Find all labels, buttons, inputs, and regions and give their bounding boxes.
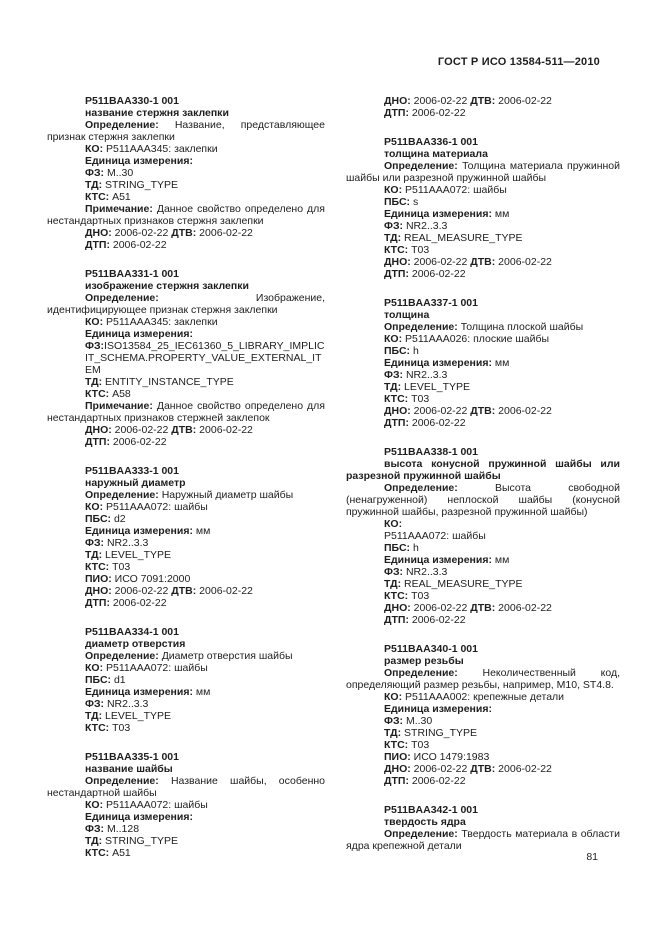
field-line: ТД: ENTITY_INSTANCE_TYPE xyxy=(85,376,234,388)
text-columns xyxy=(47,95,620,859)
field-line: КТС: A58 xyxy=(85,388,131,400)
field-line: Примечание: Данное свойство определено для нестандартных признаков стержней заклепок xyxy=(47,400,325,424)
field-line: ФЗ:ISO13584_25_IEC61360_5_LIBRARY_IMPLICIT_SCHEMA.PROPERTY_VALUE_EXTERNAL_ITEM xyxy=(85,340,325,376)
field-line: ТД: REAL_MEASURE_TYPE xyxy=(384,578,523,590)
property-block xyxy=(47,465,325,609)
field-line: КТС: A51 xyxy=(85,847,131,859)
field-line: ДТП: 2006-02-22 xyxy=(384,614,466,626)
field-line: ТД: STRING_TYPE xyxy=(85,835,178,847)
field-line: Определение: Изображение, идентифицирующее признак стержня заклепки xyxy=(47,292,325,316)
field-line: КТС: A51 xyxy=(85,191,131,203)
field-line: Единица измерения: мм xyxy=(384,208,510,220)
field-line: ФЗ: NR2..3.3 xyxy=(384,369,448,381)
field-line: ДНО: 2006-02-22 ДТВ: 2006-02-22 xyxy=(384,95,552,107)
field-line: ПИО: ИСО 7091:2000 xyxy=(85,573,191,585)
field-line: Единица измерения: xyxy=(85,811,193,823)
property-code: P511BAA334-1 001 xyxy=(85,626,179,638)
field-line: КО: P511AAA345: заклепки xyxy=(85,143,218,155)
field-line: ДТП: 2006-02-22 xyxy=(384,417,466,429)
field-line: Единица измерения: xyxy=(85,155,193,167)
field-line: Определение: Твердость материала в области ядра крепежной детали xyxy=(346,828,620,852)
property-block xyxy=(47,751,325,859)
property-block xyxy=(47,95,325,251)
field-line: Единица измерения: xyxy=(384,703,492,715)
field-line: Определение: Наружный диаметр шайбы xyxy=(85,489,294,501)
field-line: Единица измерения: мм xyxy=(384,554,510,566)
column-right xyxy=(346,95,620,859)
field-line: КТС: T03 xyxy=(384,244,430,256)
field-line: КТС: T03 xyxy=(384,590,430,602)
property-code: P511BAA331-1 001 xyxy=(85,268,179,280)
field-line: КТС: T03 xyxy=(85,722,131,734)
field-line: ФЗ: NR2..3.3 xyxy=(384,566,448,578)
field-line: Примечание: Данное свойство определено для нестандартных признаков стержня заклепки xyxy=(47,203,325,227)
field-line: ДНО: 2006-02-22 ДТВ: 2006-02-22 xyxy=(85,227,253,239)
column-left xyxy=(47,95,325,859)
field-line: ДНО: 2006-02-22 ДТВ: 2006-02-22 xyxy=(85,585,253,597)
field-line: КО: P511AAA026: плоские шайбы xyxy=(384,333,550,345)
property-title: размер резьбы xyxy=(384,655,464,667)
field-line: ФЗ: NR2..3.3 xyxy=(85,698,149,710)
field-line: ПБС: d1 xyxy=(85,674,126,686)
field-line: КО: P511AAA345: заклепки xyxy=(85,316,218,328)
property-title: наружный диаметр xyxy=(85,477,186,489)
property-title: диаметр отверстия xyxy=(85,638,186,650)
field-line: Определение: Название, представляющее признак стержня заклепки xyxy=(47,119,325,143)
property-code: P511BAA336-1 001 xyxy=(384,136,478,148)
field-line: ПБС: h xyxy=(384,542,419,554)
page-number: 81 xyxy=(586,851,598,863)
property-title: высота конусной пружинной шайбы или разрезной пружинной шайбы xyxy=(346,458,620,482)
property-code: P511BAA340-1 001 xyxy=(384,643,478,655)
field-line: ДНО: 2006-02-22 ДТВ: 2006-02-22 xyxy=(85,424,253,436)
document-title-header: ГОСТ Р ИСО 13584-511—2010 xyxy=(437,56,600,68)
field-line: ТД: LEVEL_TYPE xyxy=(384,381,471,393)
field-line: ДТП: 2006-02-22 xyxy=(85,436,167,448)
field-line: КО: P511AAA072: шайбы xyxy=(85,501,208,513)
field-line: Единица измерения: мм xyxy=(85,525,211,537)
field-line: ПБС: s xyxy=(384,196,419,208)
field-line: ФЗ: M..30 xyxy=(85,167,134,179)
property-block xyxy=(47,626,325,734)
field-line: КТС: T03 xyxy=(85,561,131,573)
property-block xyxy=(346,804,620,852)
field-line: ДТП: 2006-02-22 xyxy=(85,597,167,609)
property-title: изображение стержня заклепки xyxy=(85,280,249,292)
field-line: ФЗ: NR2..3.3 xyxy=(384,220,448,232)
field-line: ДТП: 2006-02-22 xyxy=(384,775,466,787)
field-line: ДНО: 2006-02-22 ДТВ: 2006-02-22 xyxy=(384,602,552,614)
property-block xyxy=(47,268,325,448)
field-line: ФЗ: NR2..3.3 xyxy=(85,537,149,549)
field-line: КО: P511AAA002: крепежные детали xyxy=(384,691,565,703)
field-line: P511AAA072: шайбы xyxy=(384,530,486,542)
field-line: Единица измерения: xyxy=(85,328,193,340)
field-line: Единица измерения: мм xyxy=(85,686,211,698)
field-line: КО: P511AAA072: шайбы xyxy=(85,799,208,811)
field-line: Определение: Неколичественный код, определяющий размер резьбы, например, M10, ST4.8. xyxy=(346,667,620,691)
field-line: ДТП: 2006-02-22 xyxy=(384,107,466,119)
field-line: ДНО: 2006-02-22 ДТВ: 2006-02-22 xyxy=(384,405,552,417)
field-line: КО: xyxy=(384,518,403,530)
field-line: ФЗ: M..128 xyxy=(85,823,140,835)
field-line: ТД: STRING_TYPE xyxy=(384,727,477,739)
property-title: название шайбы xyxy=(85,763,173,775)
field-line: Единица измерения: мм xyxy=(384,357,510,369)
property-title: твердость ядра xyxy=(384,816,466,828)
field-line: ТД: STRING_TYPE xyxy=(85,179,178,191)
field-line: ПИО: ИСО 1479:1983 xyxy=(384,751,490,763)
field-line: ДТП: 2006-02-22 xyxy=(85,239,167,251)
field-line: ДТП: 2006-02-22 xyxy=(384,268,466,280)
property-code: P511BAA337-1 001 xyxy=(384,297,478,309)
property-block xyxy=(346,643,620,787)
field-line: КО: P511AAA072: шайбы xyxy=(85,662,208,674)
field-line: Определение: Толщина материала пружинной шайбы или разрезной пружинной шайбы xyxy=(346,160,620,184)
field-line: КО: P511AAA072: шайбы xyxy=(384,184,507,196)
field-line: КТС: T03 xyxy=(384,739,430,751)
field-line: ТД: REAL_MEASURE_TYPE xyxy=(384,232,523,244)
property-block xyxy=(346,446,620,626)
field-line: ТД: LEVEL_TYPE xyxy=(85,710,172,722)
field-line: ПБС: h xyxy=(384,345,419,357)
field-line: ПБС: d2 xyxy=(85,513,126,525)
field-line: Определение: Высота свободной (ненагруженной) неплоской шайбы (конусной пружинной шайбы, разрезной пружинной шайбы) xyxy=(346,482,620,518)
property-code: P511BAA338-1 001 xyxy=(384,446,478,458)
field-line: ДНО: 2006-02-22 ДТВ: 2006-02-22 xyxy=(384,256,552,268)
property-code: P511BAA333-1 001 xyxy=(85,465,179,477)
property-title: толщина xyxy=(384,309,430,321)
property-block xyxy=(346,136,620,280)
property-title: название стержня заклепки xyxy=(85,107,229,119)
field-line: Определение: Толщина плоской шайбы xyxy=(384,321,584,333)
field-line: ДНО: 2006-02-22 ДТВ: 2006-02-22 xyxy=(384,763,552,775)
field-line: ТД: LEVEL_TYPE xyxy=(85,549,172,561)
property-block xyxy=(346,95,620,119)
field-line: Определение: Название шайбы, особенно нестандартной шайбы xyxy=(47,775,325,799)
property-block xyxy=(346,297,620,429)
field-line: ФЗ: M..30 xyxy=(384,715,433,727)
property-code: P511BAA330-1 001 xyxy=(85,95,179,107)
field-line: КТС: T03 xyxy=(384,393,430,405)
property-title: толщина материала xyxy=(384,148,488,160)
property-code: P511BAA335-1 001 xyxy=(85,751,179,763)
property-code: P511BAA342-1 001 xyxy=(384,804,478,816)
field-line: Определение: Диаметр отверстия шайбы xyxy=(85,650,293,662)
